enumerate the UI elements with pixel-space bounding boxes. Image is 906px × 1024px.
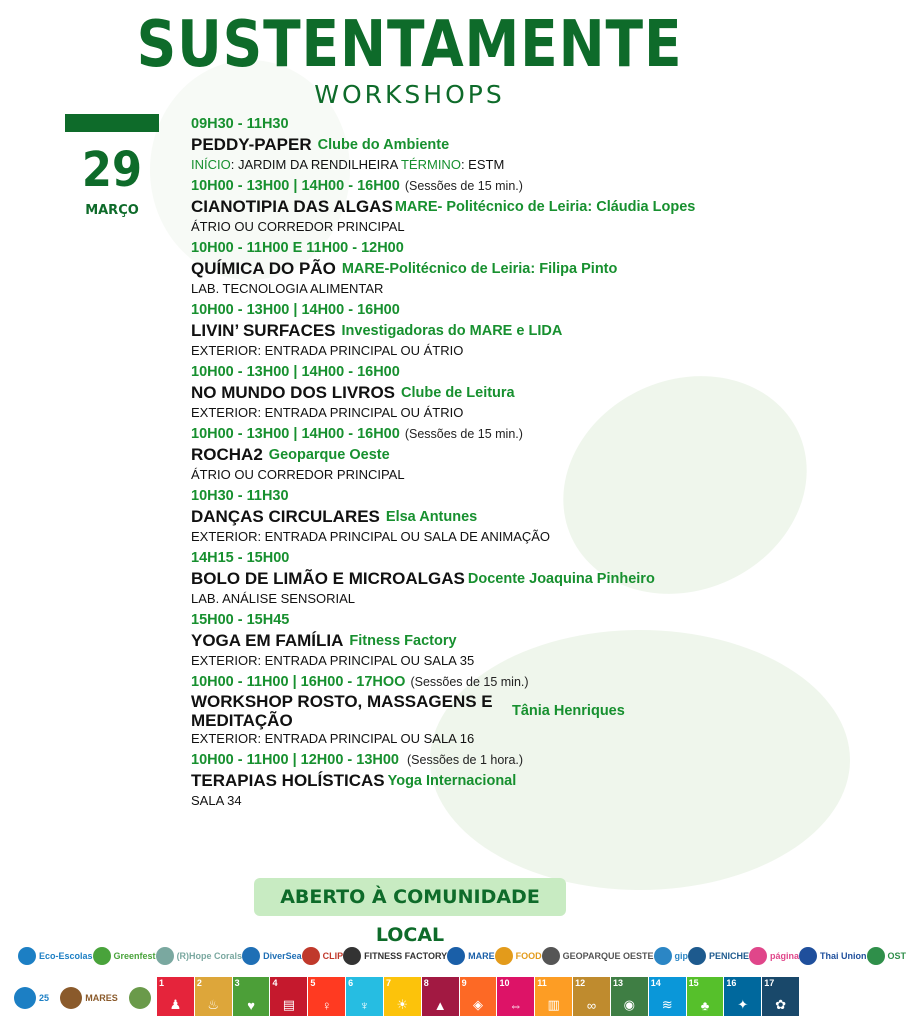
sdg-icon: ♨ (207, 997, 220, 1012)
event-host: Geoparque Oeste (268, 447, 390, 463)
event-place: ÁTRIO OU CORREDOR PRINCIPAL (191, 467, 405, 482)
partner-logos (18, 940, 906, 972)
sdg-number: 13 (612, 978, 623, 988)
end-location: : ESTM (460, 157, 505, 172)
sdg-tile (611, 977, 648, 1016)
partner-logo-label: OST (887, 951, 906, 961)
sdg-number: 7 (385, 978, 391, 988)
partner-logo-icon (542, 947, 560, 965)
sdg-icon: ♀ (321, 998, 332, 1013)
event-item (191, 176, 791, 236)
partner-logo (749, 947, 799, 965)
partner-logo (242, 947, 302, 965)
partner-logo-icon (18, 947, 36, 965)
sdg-tile (195, 977, 232, 1016)
event-host: Docente Joaquina Pinheiro (467, 571, 655, 587)
event-place: LAB. ANÁLISE SENSORIAL (191, 591, 356, 606)
partner-logo-icon (654, 947, 672, 965)
event-time: 10H00 - 13H00 | 14H00 - 16H00 (Sessões de 15 min.) (191, 178, 523, 194)
date-day: 29 (81, 142, 143, 198)
sdg-tile (270, 977, 307, 1016)
sdg-number: 12 (575, 978, 586, 988)
partner-logos-bottom (14, 978, 154, 1018)
event-time: 14H15 - 15H00 (191, 550, 290, 566)
partner-logo (14, 987, 49, 1009)
partner-logo (129, 987, 154, 1009)
event-host: Fitness Factory (349, 633, 457, 649)
sdg-tile (687, 977, 724, 1016)
sdg-icon: ◉ (623, 997, 636, 1012)
event-title-row (191, 258, 791, 280)
event-name: YOGA EM FAMÍLIA (191, 631, 344, 650)
sdg-icon: ≋ (661, 997, 673, 1012)
partner-logo-icon (749, 947, 767, 965)
sdg-number: 10 (499, 978, 510, 988)
event-note: (Sessões de 15 min.) (410, 675, 529, 689)
sdg-icon: ∞ (586, 998, 597, 1013)
event-item (191, 610, 791, 670)
partner-logo-icon (156, 947, 174, 965)
event-time: 10H00 - 11H00 | 12H00 - 13H00 (Sessões de 1 hora.) (191, 752, 524, 768)
sdg-icon: ♥ (247, 998, 255, 1013)
partner-logo (867, 947, 906, 965)
event-host: MARE- Politécnico de Leiria: Cláudia Lopes (394, 199, 696, 215)
sdg-icon: ✦ (737, 997, 749, 1012)
event-note: (Sessões de 15 min.) (404, 179, 523, 193)
event-item (191, 486, 791, 546)
partner-logo-label: 25 (39, 993, 50, 1003)
partner-logo (18, 947, 93, 965)
event-item (191, 114, 791, 174)
event-item (191, 300, 791, 360)
event-host: Yoga Internacional (387, 773, 517, 789)
event-time: 10H00 - 13H00 | 14H00 - 16H00 (191, 302, 400, 318)
event-title-row (191, 444, 791, 466)
partner-logo-icon (129, 987, 151, 1009)
page-title: SUSTENTAMENTE (136, 8, 683, 82)
sdg-tile (762, 977, 799, 1016)
sdg-icon: ▥ (547, 997, 560, 1012)
sdg-tile (460, 977, 497, 1016)
partner-logo-label: PENICHE (709, 951, 750, 961)
partner-logo-label: FITNESS FACTORY (364, 951, 448, 961)
event-item (191, 548, 791, 608)
event-item (191, 238, 791, 298)
partner-logo-icon (60, 987, 82, 1009)
sdg-icon: ◈ (473, 997, 484, 1012)
event-name: ROCHA2 (191, 445, 263, 464)
event-title-row (191, 770, 791, 792)
partner-logo-label: Eco-Escolas (39, 951, 93, 961)
page-subtitle: WORKSHOPS (314, 80, 505, 109)
partner-logo (156, 947, 243, 965)
date-month: MARÇO (85, 203, 139, 218)
sdg-tile (497, 977, 534, 1016)
event-place: SALA 34 (191, 793, 242, 808)
event-note: (Sessões de 1 hora.) (407, 753, 524, 767)
event-host: Clube do Ambiente (317, 137, 450, 153)
start-label: INÍCIO (191, 157, 231, 172)
event-note: (Sessões de 15 min.) (404, 427, 523, 441)
event-host: Tânia Henriques (512, 703, 625, 719)
partner-logo-label: CLIP (322, 951, 344, 961)
event-title-row (191, 196, 791, 218)
sdg-icon: ✿ (775, 997, 787, 1012)
partner-logo (60, 987, 118, 1009)
partner-logo-icon (867, 947, 885, 965)
event-name: QUÍMICA DO PÃO (191, 259, 336, 278)
sdg-number: 14 (650, 978, 661, 988)
event-item (191, 362, 791, 422)
partner-logo-label: MARES (85, 993, 118, 1003)
sdg-tile (724, 977, 761, 1016)
end-label: TÉRMINO (400, 157, 461, 172)
sdg-number: 3 (234, 978, 240, 988)
partner-logo (799, 947, 867, 965)
event-time: 15H00 - 15H45 (191, 612, 290, 628)
event-name: LIVIN’ SURFACES (191, 321, 336, 340)
event-title-row (191, 320, 791, 342)
event-host: MARE-Politécnico de Leiria: Filipa Pinto (341, 261, 618, 277)
sdg-tile (346, 977, 383, 1016)
partner-logo (302, 947, 344, 965)
partner-logo-label: Greenfest (113, 951, 156, 961)
sdg-number: 17 (764, 978, 775, 988)
sdg-number: 4 (272, 978, 278, 988)
event-name: NO MUNDO DOS LIVROS (191, 383, 396, 402)
sdg-number: 16 (726, 978, 737, 988)
event-name: BOLO DE LIMÃO E MICROALGAS (191, 569, 465, 588)
event-list (191, 114, 791, 812)
partner-logo (688, 947, 749, 965)
sdg-tile (308, 977, 345, 1016)
partner-logo-icon (447, 947, 465, 965)
event-place (191, 156, 791, 174)
event-item (191, 750, 791, 810)
event-place: EXTERIOR: ENTRADA PRINCIPAL OU SALA 35 (191, 653, 475, 668)
partner-logo (495, 947, 542, 965)
partner-logo-label: DiverSea (263, 951, 302, 961)
event-item (191, 424, 791, 484)
partner-logo-label: gip (674, 951, 688, 961)
start-location: : JARDIM DA RENDILHEIRA (230, 157, 401, 172)
sdg-number: 1 (159, 978, 165, 988)
event-time: 09H30 - 11H30 (191, 116, 289, 132)
event-item (191, 672, 791, 748)
partner-logo-icon (688, 947, 706, 965)
event-title-row (191, 630, 791, 652)
partner-logo-icon (14, 987, 36, 1009)
event-time: 10H00 - 11H00 E 11H00 - 12H00 (191, 240, 404, 256)
event-title-row (191, 568, 791, 590)
event-name: TERAPIAS HOLÍSTICAS (191, 771, 385, 790)
event-name: WORKSHOP ROSTO, MASSAGENS E MEDITAÇÃO (191, 692, 493, 730)
event-time: 10H30 - 11H30 (191, 488, 289, 504)
event-title-row (191, 134, 791, 156)
partner-logo (343, 947, 447, 965)
sdg-tile (649, 977, 686, 1016)
event-name: PEDDY-PAPER (191, 135, 312, 154)
partner-logo (654, 947, 689, 965)
sdg-tile (573, 977, 610, 1016)
partner-logo-label: (R)Hope Corals (176, 951, 243, 961)
sdg-tile (384, 977, 421, 1016)
sdg-tile (157, 977, 194, 1016)
partner-logo-icon (799, 947, 817, 965)
partner-logo (93, 947, 156, 965)
event-place: ÁTRIO OU CORREDOR PRINCIPAL (191, 219, 405, 234)
partner-logo-label: MARE (468, 951, 495, 961)
sdg-tile (422, 977, 459, 1016)
event-host: Clube de Leitura (401, 385, 515, 401)
sdg-icon: ♟ (169, 997, 182, 1012)
event-place: EXTERIOR: ENTRADA PRINCIPAL OU ÁTRIO (191, 405, 464, 420)
sdg-number: 6 (348, 978, 354, 988)
sdg-number: 9 (461, 978, 467, 988)
partner-logo-icon (93, 947, 111, 965)
partner-logo (542, 947, 654, 965)
sdg-number: 11 (537, 978, 547, 988)
partner-logo-icon (343, 947, 361, 965)
event-place: EXTERIOR: ENTRADA PRINCIPAL OU SALA 16 (191, 731, 475, 746)
event-host: Elsa Antunes (385, 509, 478, 525)
partner-logo-icon (242, 947, 260, 965)
community-badge: ABERTO À COMUNIDADE LOCAL (254, 878, 566, 916)
event-time: 10H00 - 13H00 | 14H00 - 16H00 (Sessões de 15 min.) (191, 426, 523, 442)
sdg-number: 15 (688, 978, 699, 988)
event-time: 10H00 - 13H00 | 14H00 - 16H00 (191, 364, 400, 380)
event-title-row (191, 692, 791, 730)
partner-logo (447, 947, 495, 965)
sdg-icon: ⇔ (509, 998, 523, 1013)
partner-logo-label: página (770, 951, 800, 961)
event-place: EXTERIOR: ENTRADA PRINCIPAL OU SALA DE ANIMAÇÃO (191, 529, 551, 544)
sdg-icon: ☀ (396, 997, 409, 1012)
date-bar (65, 114, 159, 132)
sdg-tile (233, 977, 270, 1016)
sdg-icons-row (157, 977, 799, 1016)
partner-logo-label: GEOPARQUE OESTE (562, 951, 654, 961)
sdg-icon: ♆ (359, 998, 370, 1013)
event-name: CIANOTIPIA DAS ALGAS (191, 197, 393, 216)
event-name: DANÇAS CIRCULARES (191, 507, 380, 526)
event-place: LAB. TECNOLOGIA ALIMENTAR (191, 281, 384, 296)
sdg-number: 2 (196, 978, 202, 988)
partner-logo-label: FOOD (515, 951, 542, 961)
event-place: EXTERIOR: ENTRADA PRINCIPAL OU ÁTRIO (191, 343, 464, 358)
sdg-icon: ♣ (700, 998, 710, 1013)
event-host: Investigadoras do MARE e LIDA (341, 323, 563, 339)
partner-logo-icon (495, 947, 513, 965)
partner-logo-icon (302, 947, 320, 965)
partner-logo-label: Thai Union (820, 951, 867, 961)
sdg-number: 8 (423, 978, 429, 988)
sdg-number: 5 (310, 978, 316, 988)
event-title-row (191, 382, 791, 404)
event-time: 10H00 - 11H00 | 16H00 - 17HOO (Sessões de 15 min.) (191, 674, 529, 690)
sdg-tile (535, 977, 572, 1016)
sdg-icon: ▤ (282, 997, 296, 1012)
sdg-icon: ▲ (433, 998, 447, 1013)
event-title-row (191, 506, 791, 528)
